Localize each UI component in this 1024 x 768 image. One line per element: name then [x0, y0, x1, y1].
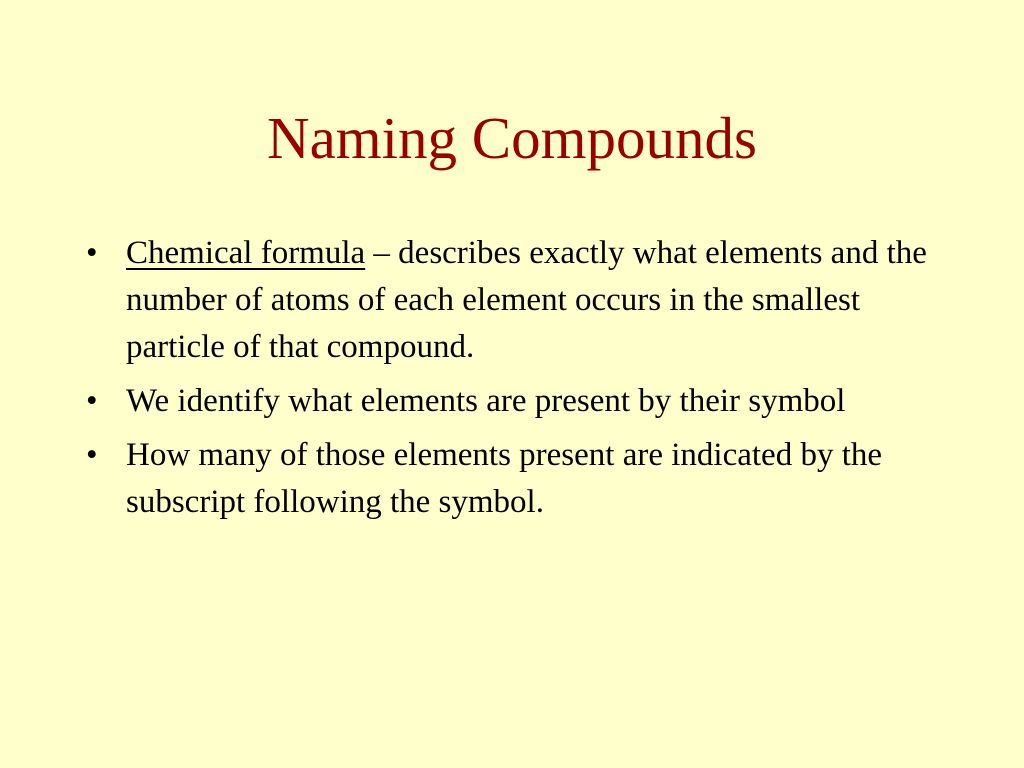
bullet-list	[86, 230, 956, 533]
bullet-text-identify-elements: We identify what elements are present by their symbol	[126, 383, 846, 419]
bullet-item-subscript	[86, 432, 956, 526]
bullet-term-chemical-formula: Chemical formula	[126, 235, 366, 271]
bullet-text-chemical-formula-definition: – describes exactly what elements and the number of atoms of each element occurs in the smallest particle of that compound.	[126, 235, 927, 365]
bullet-marker: •	[86, 437, 98, 473]
bullet-marker: •	[86, 383, 98, 419]
slide-title: Naming Compounds	[266, 105, 758, 171]
bullet-item-chemical-formula	[86, 230, 956, 371]
bullet-text-subscript: How many of those elements present are indicated by the subscript following the symbol.	[126, 437, 883, 520]
bullet-item-identify-elements	[86, 378, 956, 425]
bullet-marker: •	[86, 235, 98, 271]
